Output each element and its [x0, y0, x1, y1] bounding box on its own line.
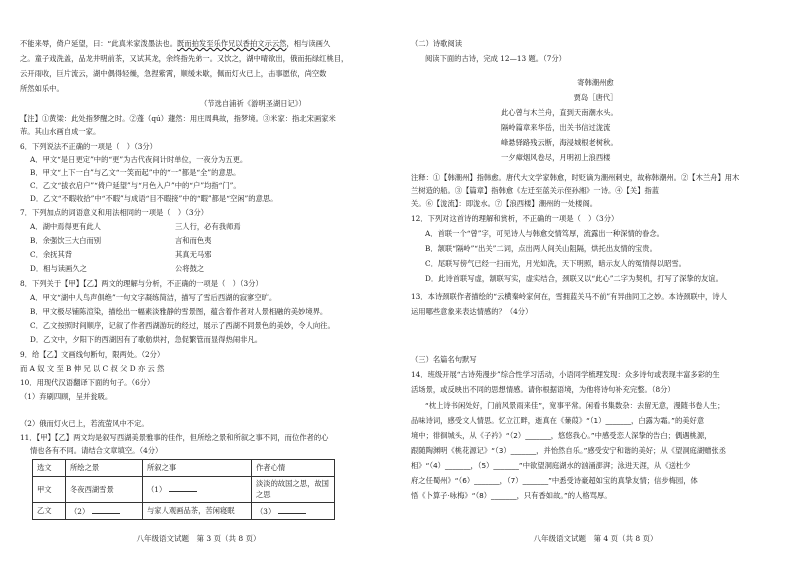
table-cell: 淡淡的故国之思，故国之思 — [252, 477, 335, 503]
table-cell-answer[interactable]: （2） — [66, 502, 143, 519]
question-7: 7．下列加点的词语意义和用法相同的一项是（ ）（3分） — [20, 208, 209, 217]
q8-option-b[interactable]: B．甲文极尽铺陈渲染，描绘出一幅素淡雅静的雪景图，蕴含着作者对人景相融的美妙境界。 — [30, 307, 328, 316]
q7-option-d-compare: 公将鼓之 — [175, 264, 205, 273]
q8-option-a[interactable]: A．甲文“湖中人鸟声俱绝”一句文字凝练简洁，描写了雪后西湖的寂寥空旷。 — [30, 293, 277, 302]
question-13-line-1: 13．本诗颈联作者描绘的“云横秦岭家何在，雪拥蓝关马不前”有异曲同工之妙。本诗颈联中，诗人 — [411, 292, 727, 301]
table-header: 所绘之景 — [66, 460, 143, 477]
passage-line-3: 云开雨收，巨片流云，湖中偶得轻燥，急捏紫霄，顺缓未歇，佩而灯火已上，击事愿依，尚空数 — [20, 69, 327, 78]
exam-page-4 — [397, 0, 794, 561]
question-13-line-2: 运用哪些意象来表达情感的？（4分） — [411, 307, 533, 316]
poem-note-2: 兰树造的船。③【篇章】指韩愈《左迁至蓝关示侄孙湘》一诗。④【关】指蓝 — [411, 186, 660, 195]
passage-line-1: 不能来辱，倚户延望，曰：“此真米家泼墨法也。既而拍发至乐作兄以香拍文示云然，相与读画久 — [20, 39, 331, 48]
q6-option-d[interactable]: D．乙文“不暇收拾”中“不暇”与成语“目不暇接”中的“暇”都是“空闲”的意思。 — [30, 194, 278, 203]
passage-source: （节选自浦祈《游明圣湖日记》） — [200, 99, 306, 108]
poem-author: 贾岛［唐代］ — [573, 93, 618, 102]
question-10: 10．用现代汉语翻译下面的句子。（6分） — [20, 378, 155, 387]
q14-para-line-6[interactable]: 府之任蜀州》“（6）_______，（7）_______”中悉受诗豪超如宝的真挚友情；信步梅园，体 — [411, 476, 698, 485]
poem-line-3: 峰悬驿路残云断，海浸城根老树秋。 — [501, 138, 618, 147]
q12-option-b[interactable]: B．颔联“隔岭”“出关”二词，点出两人间关山阻隔，烘托出友情的宝贵。 — [425, 244, 657, 253]
table-cell: 甲文 — [33, 477, 66, 503]
question-14-line-1: 14．班级开展“古诗苑漫步”综合性学习活动，小语同学梳理发现：众多诗句或表现丰富多彩的生 — [411, 370, 720, 379]
table-cell: 冬夜西湖雪景 — [66, 477, 143, 503]
poem-title: 寄韩潮州愈 — [577, 78, 614, 87]
q7-option-d[interactable]: D．相与读画久之 — [30, 264, 87, 273]
question-14-line-2: 活场景，或反映出不同的思想情感。请你根据语境，为他将诗句补充完整。（8分） — [411, 385, 675, 394]
question-6: 6．下列说法不正确的一项是（ ）（3分） — [20, 142, 157, 151]
q8-option-d[interactable]: D．乙文中，夕阳下的西湖因有了歌舫烘衬，急促繁管而显得热闹非凡。 — [30, 335, 263, 344]
q14-para-line-1: “枕上诗书闲处好，门前风景雨来佳”，宽事平常。闲看书集数杂：去留无意，漫随书卷人生； — [425, 401, 725, 410]
poem-note-1: 注释：①【韩潮州】指韩愈。唐代大文学家韩愈，时贬谪为潮州刺史，故称韩潮州。②【木兰舟】用木 — [411, 173, 740, 182]
q14-para-line-3[interactable]: 境中；徘徊城头，从《子衿》“（2）_______，悠悠我心。”中感受恋人深挚的告白；偶遇桃源， — [411, 431, 712, 440]
question-12: 12．下列对这首诗的理解和赏析，不正确的一项是（ ）（3分） — [411, 214, 619, 223]
section-3-title: （三）名篇名句默写 — [411, 355, 477, 364]
q7-option-c-compare: 其真无马邪 — [175, 250, 212, 259]
q12-option-d[interactable]: D．此诗首联写虚，颔联写实，虚实结合，颈联又以“此心”二字为契机，打写了深挚的友谊。 — [425, 274, 723, 283]
passage-line-2: 之。童子戏洗盖，品龙井明前茶，又试其龙，余终指先弟一。又饮之，湖中晴欲出，俄而拓绿红桃目， — [20, 54, 349, 63]
q12-option-a[interactable]: A．首联一个“曾”字，可见诗人与韩愈交情笃厚，流露出一种深情的眷念。 — [425, 229, 664, 238]
q12-option-c[interactable]: C．尾联写傍气已经一扫而光，月光如洗，天下明照，暗示友人的冤情得以昭雪。 — [425, 259, 686, 268]
note-line-1: 【注】①黄梁：此处指梦醒之时。②蓬（qú）蘧然：用庄周典故，指梦境。③米家：指北宋画家米 — [20, 114, 336, 123]
q14-para-line-7[interactable]: 悟《卜算子·咏梅》“（8）_______，只有香如故。”的人格骂厚。 — [411, 491, 612, 500]
poem-intro: 阅读下面的古诗，完成 12—13 题。（7分） — [425, 54, 566, 63]
q7-option-a-compare: 三人行，必有我师焉 — [175, 222, 241, 231]
table-cell: 与家人观画品茶，苦闲寝眠 — [143, 502, 252, 519]
q6-option-b[interactable]: B．甲文“上下一白”与乙文“一笑而起”中的“一”都是“全”的意思。 — [30, 168, 241, 177]
poem-line-2: 隔岭篇章来华岳，出关书信过泷流 — [501, 123, 611, 132]
table-header: 作者心情 — [252, 460, 335, 477]
q14-para-line-4[interactable]: 跟随陶渊明《桃花源记》“（3）_______，并怡然自乐。”感受安宁和谐的美好；从《望洞庭湖赠张丞 — [411, 446, 727, 455]
table-cell: 乙文 — [33, 502, 66, 519]
q8-option-c[interactable]: C．乙文按照时间顺序，记叙了作者西湖游玩的经过，展示了西湖不同景色的美妙，令人向往。 — [30, 321, 335, 330]
q9-sentence[interactable]: 而 A 奴 文 至 B 伸 兄 以 C 叔 父 D 亦 云 然 — [20, 364, 165, 373]
page-footer: 八年级语文试题 第 3 页（共 8 页） — [136, 534, 261, 543]
section-2-title: （二）诗歌阅读 — [411, 39, 463, 48]
poem-note-3: 关。⑥【泷流】：即泷水。⑦【浪西楼】潮州的一处楼阁。 — [411, 199, 598, 208]
poem-line-4: 一夕瘴烟风卷尽，月明初上浪西楼 — [501, 153, 611, 162]
table-header: 所叙之事 — [143, 460, 252, 477]
q14-para-line-2[interactable]: 品味诗词，感受文人情思。忆立江畔，逝真在《蒹葭》“（1）_______，白露为霜。”的美好意 — [411, 416, 705, 425]
q6-option-a[interactable]: A．甲文“是日更定”中的“更”为古代夜间计时单位，一夜分为五更。 — [30, 155, 248, 164]
q7-option-b-compare: 言和而色夷 — [175, 236, 212, 245]
q6-option-c[interactable]: C．乙文“拔衣启户”“倚户延望”与“月色入户”中的“户”均指“门”。 — [30, 181, 241, 190]
question-9: 9．给【乙】文画线句断句，限两处。（2分） — [20, 350, 165, 359]
table-cell-answer[interactable]: （1） — [143, 477, 252, 503]
q14-para-line-5[interactable]: 相》“（4）_______，（5）_______”中欲望洞庭湖水的汹涌澎湃；泳进天涯，从《送杜少 — [411, 461, 691, 470]
q7-option-c[interactable]: C．余抚其背 — [30, 250, 73, 259]
poem-line-1: 此心曾与木兰舟，直到天南潮水头。 — [501, 108, 618, 117]
q7-option-b[interactable]: B．余强饮三大白而别 — [30, 236, 102, 245]
question-11-line-2: 情也各有不同。请结合文章填空。（4分） — [30, 446, 163, 455]
question-11-line-1: 11．【甲】【乙】两文均是叙写西湖美景雅事的佳作，但所绘之景和所叙之事不同，而位作者的心 — [20, 433, 329, 442]
q10-sentence-1: （1）弃刷四顾，呈并瓮吸。 — [20, 392, 113, 401]
question-8: 8．下列关于【甲】【乙】两文的理解与分析，不正确的一项是（ ）（3分） — [20, 279, 263, 288]
note-line-2: 芾。其山水画自成一家。 — [20, 127, 101, 136]
table-header: 选文 — [33, 460, 66, 477]
q10-sentence-2: （2）俄而灯火已上，若流萤风中不定。 — [20, 419, 149, 428]
page-footer: 八年级语文试题 第 4 页（共 8 页） — [533, 534, 658, 543]
table-cell-answer[interactable]: （3） — [252, 502, 335, 519]
q7-option-a[interactable]: A．湖中焉得更有此人 — [30, 222, 101, 231]
passage-line-4: 所然如乐中。 — [20, 84, 64, 93]
